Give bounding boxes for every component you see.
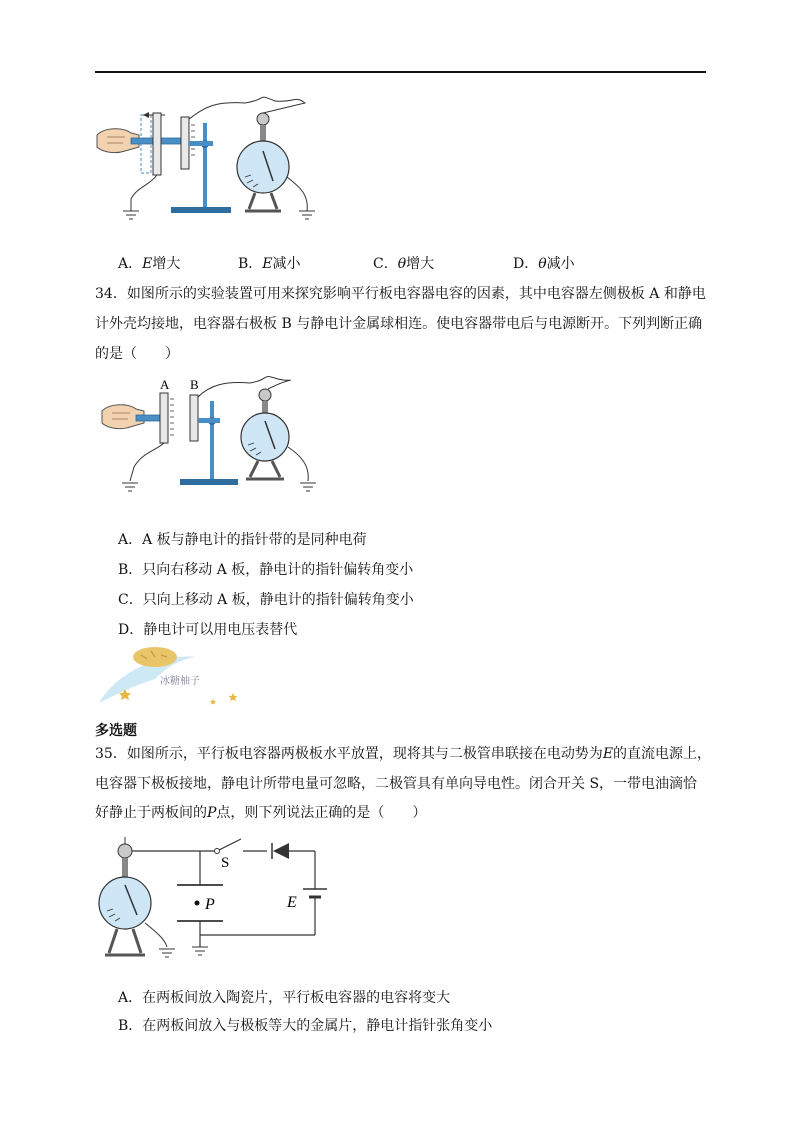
plate-b-label: B	[190, 377, 199, 392]
q35-stem-line-1: 35．如图所示，平行板电容器两极板水平放置，现将其与二极管串联接在电动势为E的直流电源上，	[95, 746, 712, 762]
point-p-label: P	[205, 896, 215, 913]
q35-option-b[interactable]: B．在两板间放入与极板等大的金属片，静电计指针张角变小	[118, 1018, 493, 1034]
q35-stem-line-3: 好静止于两板间的P点，则下列说法正确的是（ ）	[95, 805, 427, 821]
q34-stem-line-1: 34．如图所示的实验装置可用来探究影响平行板电容器电容的因素，其中电容器左侧极板 A 和静电	[95, 286, 706, 302]
emf-label: E	[287, 894, 297, 911]
q35-circuit-figure	[95, 835, 335, 967]
q34-option-c[interactable]: C．只向上移动 A 板，静电计的指针偏转角变小	[118, 592, 414, 608]
q34-stem-line-2: 计外壳均接地，电容器右极板 B 与静电计金属球相连。使电容器带电后与电源断开。下列判断正确	[95, 316, 703, 332]
q33-option-c[interactable]: C．θ增大	[373, 256, 435, 272]
section-title: 多选题	[95, 723, 137, 739]
logo-text: 冰糖柚子	[160, 676, 200, 687]
q33-figure	[95, 95, 325, 225]
q33-option-a[interactable]: A．E增大	[118, 256, 181, 272]
q35-stem-line-2: 电容器下极板接地，静电计所带电量可忽略，二极管具有单向导电性。闭合开关 S，一带电油滴恰	[95, 776, 698, 792]
q33-options	[0, 253, 800, 273]
q34-option-a[interactable]: A．A 板与静电计的指针带的是同种电荷	[118, 532, 367, 548]
q34-figure	[100, 375, 325, 497]
q34-stem-line-3: 的是（ ）	[95, 346, 179, 362]
header-rule	[95, 71, 706, 73]
q34-option-b[interactable]: B．只向右移动 A 板，静电计的指针偏转角变小	[118, 562, 414, 578]
switch-label: S	[221, 855, 230, 871]
q33-option-d[interactable]: D．θ减小	[513, 256, 575, 272]
q35-option-a[interactable]: A．在两板间放入陶瓷片，平行板电容器的电容将变大	[118, 990, 451, 1006]
q33-option-b[interactable]: B．E减小	[238, 256, 301, 272]
q34-option-d[interactable]: D．静电计可以用电压表替代	[118, 622, 298, 638]
plate-a-label: A	[160, 377, 170, 392]
